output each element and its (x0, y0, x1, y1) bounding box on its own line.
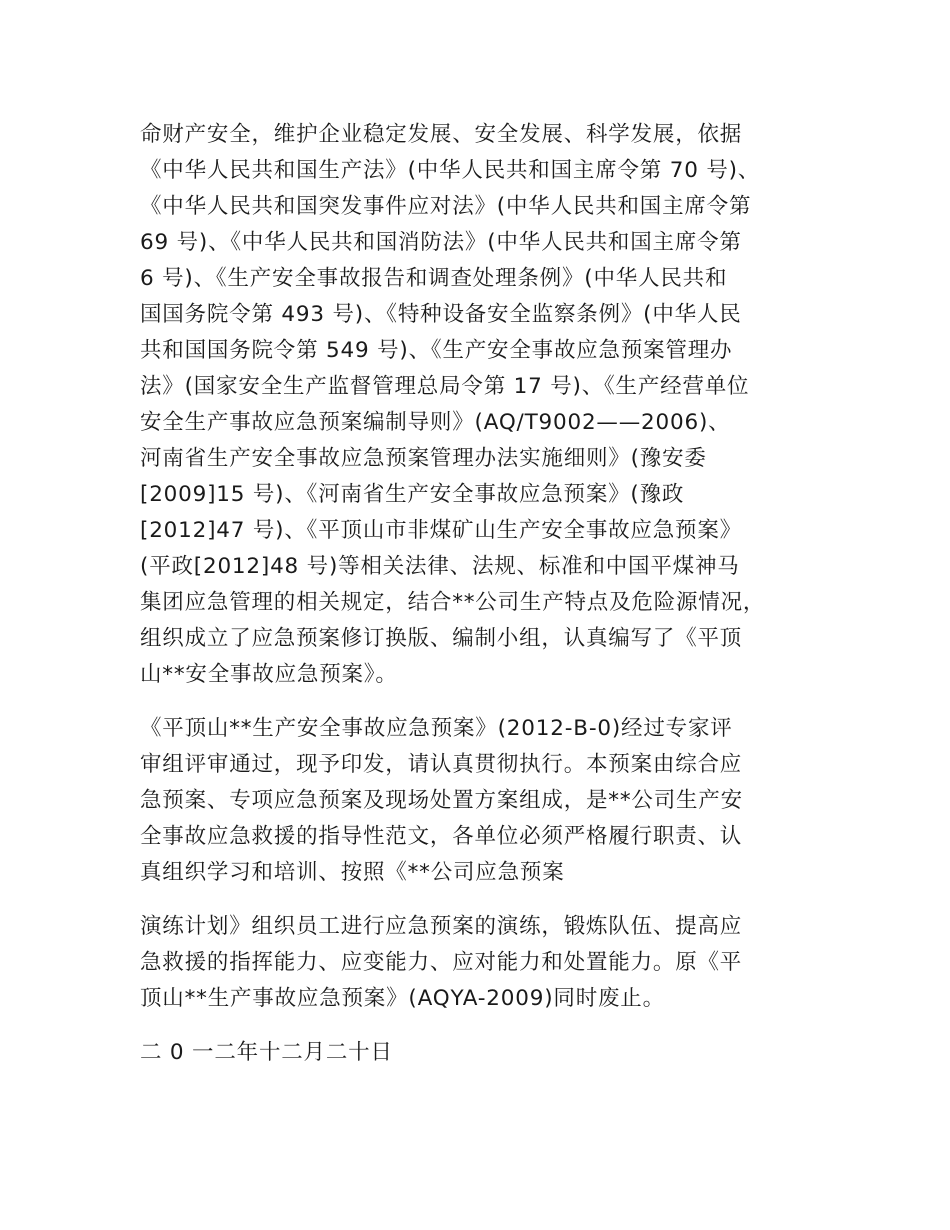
text-line: [2009]15 号)、《河南省生产安全事故应急预案》(豫政 (140, 482, 685, 507)
text-line: [2012]47 号)、《平顶山市非煤矿山生产安全事故应急预案》 (140, 518, 742, 543)
text-line: 演练计划》组织员工进行应急预案的演练，锻炼队伍、提高应 (140, 914, 743, 939)
text-line: 69 号)、《中华人民共和国消防法》(中华人民共和国主席令第 (140, 230, 742, 255)
text-line: 《平顶山**生产安全事故应急预案》(2012-B-0)经过专家评 (140, 716, 733, 741)
paragraph-drill-plan (140, 909, 830, 1017)
text-line: 《中华人民共和国生产法》(中华人民共和国主席令第 70 号)、 (140, 158, 761, 183)
text-line: 河南省生产安全事故应急预案管理办法实施细则》(豫安委 (140, 446, 707, 471)
text-line: (平政[2012]48 号)等相关法律、法规、标准和中国平煤神马 (140, 554, 740, 579)
text-line: 审组评审通过，现予印发，请认真贯彻执行。本预案由综合应 (140, 752, 743, 777)
text-line: 顶山**生产事故应急预案》(AQYA-2009)同时废止。 (140, 986, 665, 1011)
text-line: 急救援的指挥能力、应变能力、应对能力和处置能力。原《平 (140, 950, 743, 975)
text-line: 国国务院令第 493 号)、《特种设备安全监察条例》(中华人民 (140, 302, 742, 327)
text-line: 真组织学习和培训、按照《**公司应急预案 (140, 860, 565, 885)
paragraph-legal-basis (140, 117, 830, 693)
date-line: 二 0 一二年十二月二十日 (140, 1040, 393, 1065)
text-line: 安全生产事故应急预案编制导则》(AQ/T9002——2006)、 (140, 410, 731, 435)
text-line: 共和国国务院令第 549 号)、《生产安全事故应急预案管理办 (140, 338, 733, 363)
text-line: 山**安全事故应急预案》。 (140, 662, 398, 687)
document-date (140, 1035, 830, 1071)
paragraph-issuance (140, 711, 830, 891)
text-line: 命财产安全，维护企业稳定发展、安全发展、科学发展，依据 (140, 122, 743, 147)
text-line: 组织成立了应急预案修订换版、编制小组，认真编写了《平顶 (140, 626, 743, 651)
text-line: 全事故应急救援的指导性范文，各单位必须严格履行职责、认 (140, 824, 743, 849)
text-line: 6 号)、《生产安全事故报告和调查处理条例》(中华人民共和 (140, 266, 728, 291)
text-line: 急预案、专项应急预案及现场处置方案组成，是**公司生产安 (140, 788, 743, 813)
text-line: 《中华人民共和国突发事件应对法》(中华人民共和国主席令第 (140, 194, 752, 219)
text-line: 法》(国家安全生产监督管理总局令第 17 号)、《生产经营单位 (140, 374, 750, 399)
text-line: 集团应急管理的相关规定，结合**公司生产特点及危险源情况， (140, 590, 766, 615)
